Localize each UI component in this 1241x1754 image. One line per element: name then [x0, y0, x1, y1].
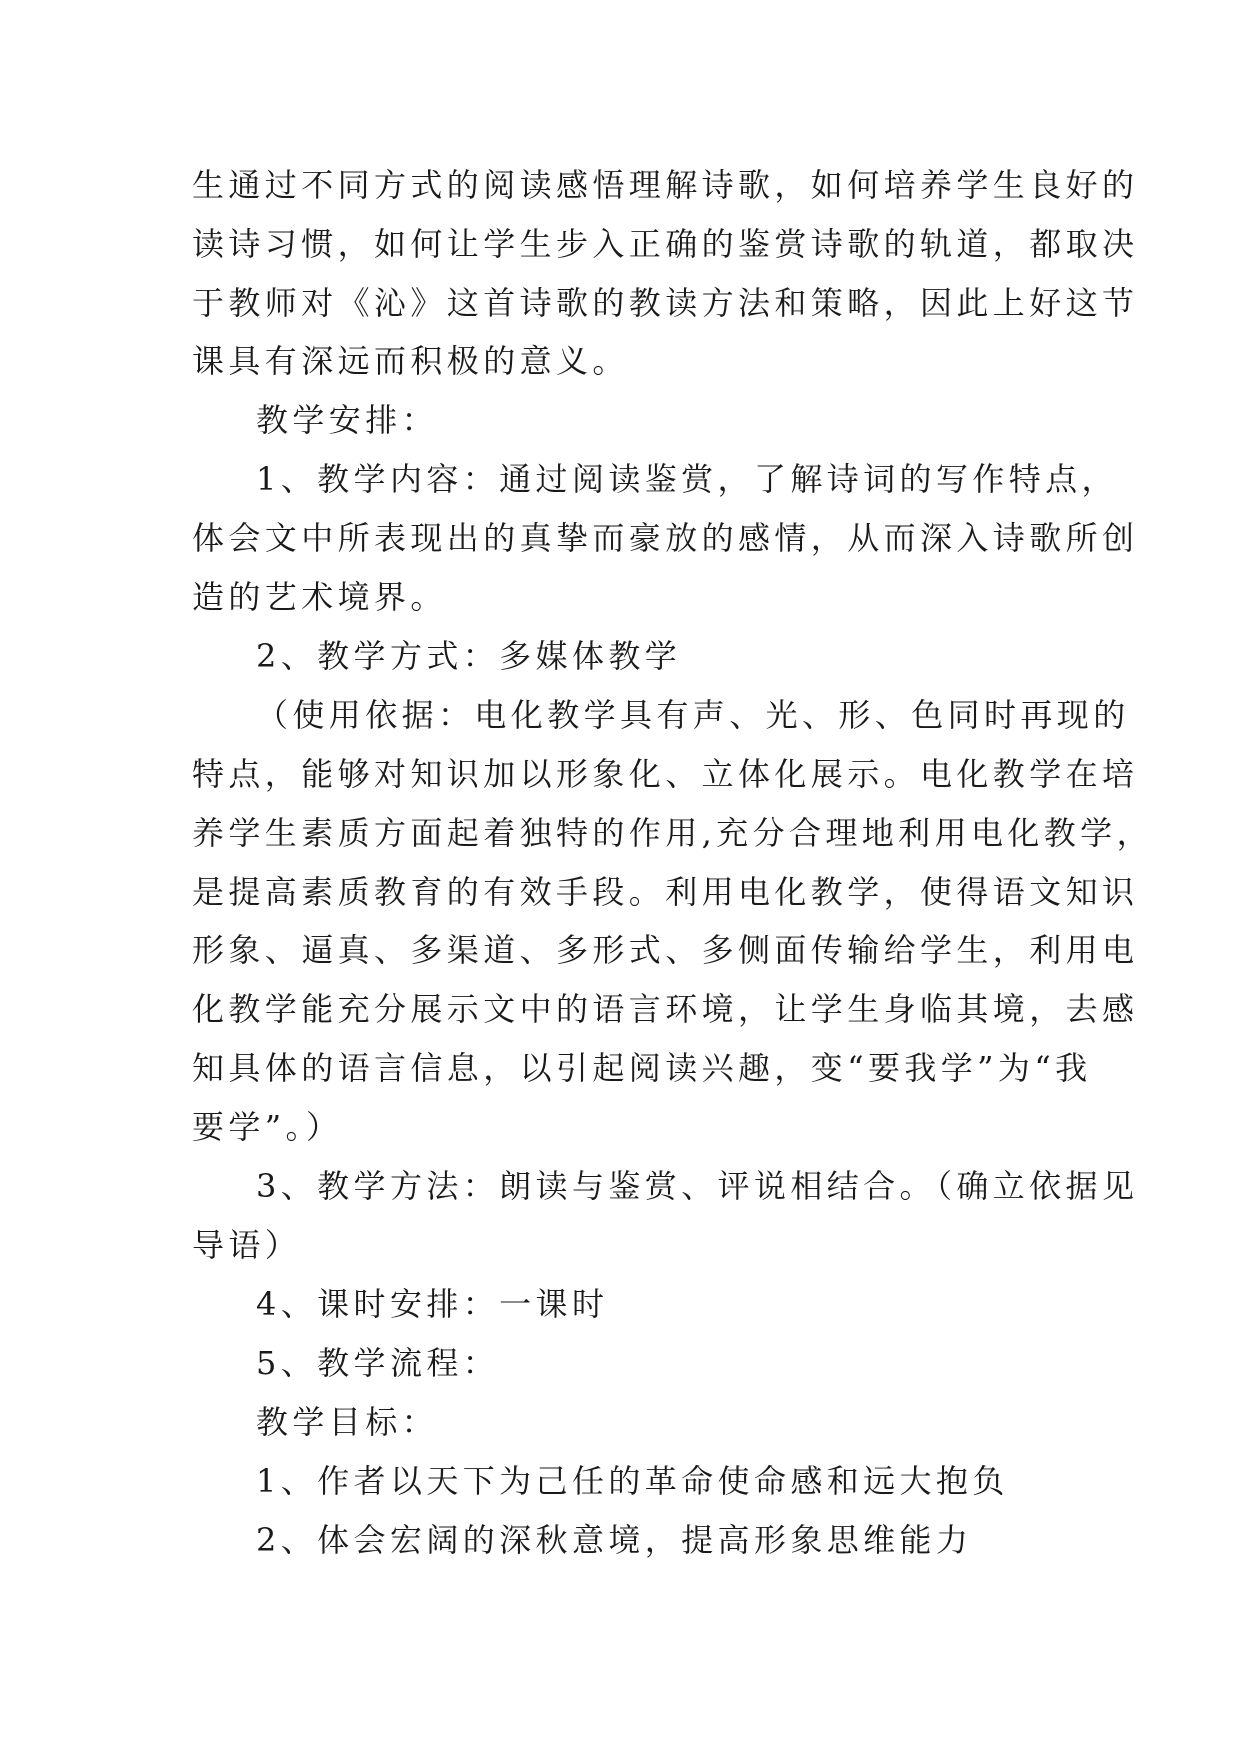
body-text-line: 课具有深远而积极的意义。: [192, 342, 629, 380]
list-item: 5、教学流程：: [256, 1344, 500, 1382]
list-item: 4、课时安排：一课时: [256, 1285, 609, 1323]
body-text-line: 形象、逼真、多渠道、多形式、多侧面传输给学生，利用电: [192, 931, 1139, 969]
body-text-line: 化教学能充分展示文中的语言环境，让学生身临其境，去感: [192, 990, 1139, 1028]
body-text-line: 导语）: [192, 1226, 302, 1264]
body-text-line: 要学”。）: [192, 1108, 343, 1146]
body-text-line: 读诗习惯，如何让学生步入正确的鉴赏诗歌的轨道，都取决: [192, 225, 1139, 263]
list-item: 2、教学方式：多媒体教学: [256, 637, 682, 675]
body-text-line: 体会文中所表现出的真挚而豪放的感情，从而深入诗歌所创: [192, 519, 1139, 557]
body-text-line: 造的艺术境界。: [192, 578, 447, 616]
body-text-line: 养学生素质方面起着独特的作用,充分合理地利用电化教学，: [192, 814, 1153, 852]
body-text-line: 生通过不同方式的阅读感悟理解诗歌，如何培养学生良好的: [192, 166, 1139, 204]
list-item: 1、作者以天下为己任的革命使命感和远大抱负: [256, 1462, 1009, 1500]
body-text-line: 知具体的语言信息，以引起阅读兴趣，变“要我学”为“我: [192, 1049, 1092, 1087]
body-text-line: 于教师对《沁》这首诗歌的教读方法和策略，因此上好这节: [192, 284, 1139, 322]
body-text-line: 是提高素质教育的有效手段。利用电化教学，使得语文知识: [192, 873, 1139, 911]
body-text-line: 特点，能够对知识加以形象化、立体化展示。电化教学在培: [192, 755, 1139, 793]
list-item: 2、体会宏阔的深秋意境，提高形象思维能力: [256, 1521, 973, 1559]
list-item: 1、教学内容：通过阅读鉴赏，了解诗词的写作特点，: [256, 460, 1118, 498]
list-item: 3、教学方法：朗读与鉴赏、评说相结合。（确立依据见: [256, 1167, 1139, 1205]
section-heading: 教学安排：: [256, 401, 439, 439]
body-text-line: （使用依据：电化教学具有声、光、形、色同时再现的: [256, 696, 1130, 734]
section-heading: 教学目标：: [256, 1403, 439, 1441]
